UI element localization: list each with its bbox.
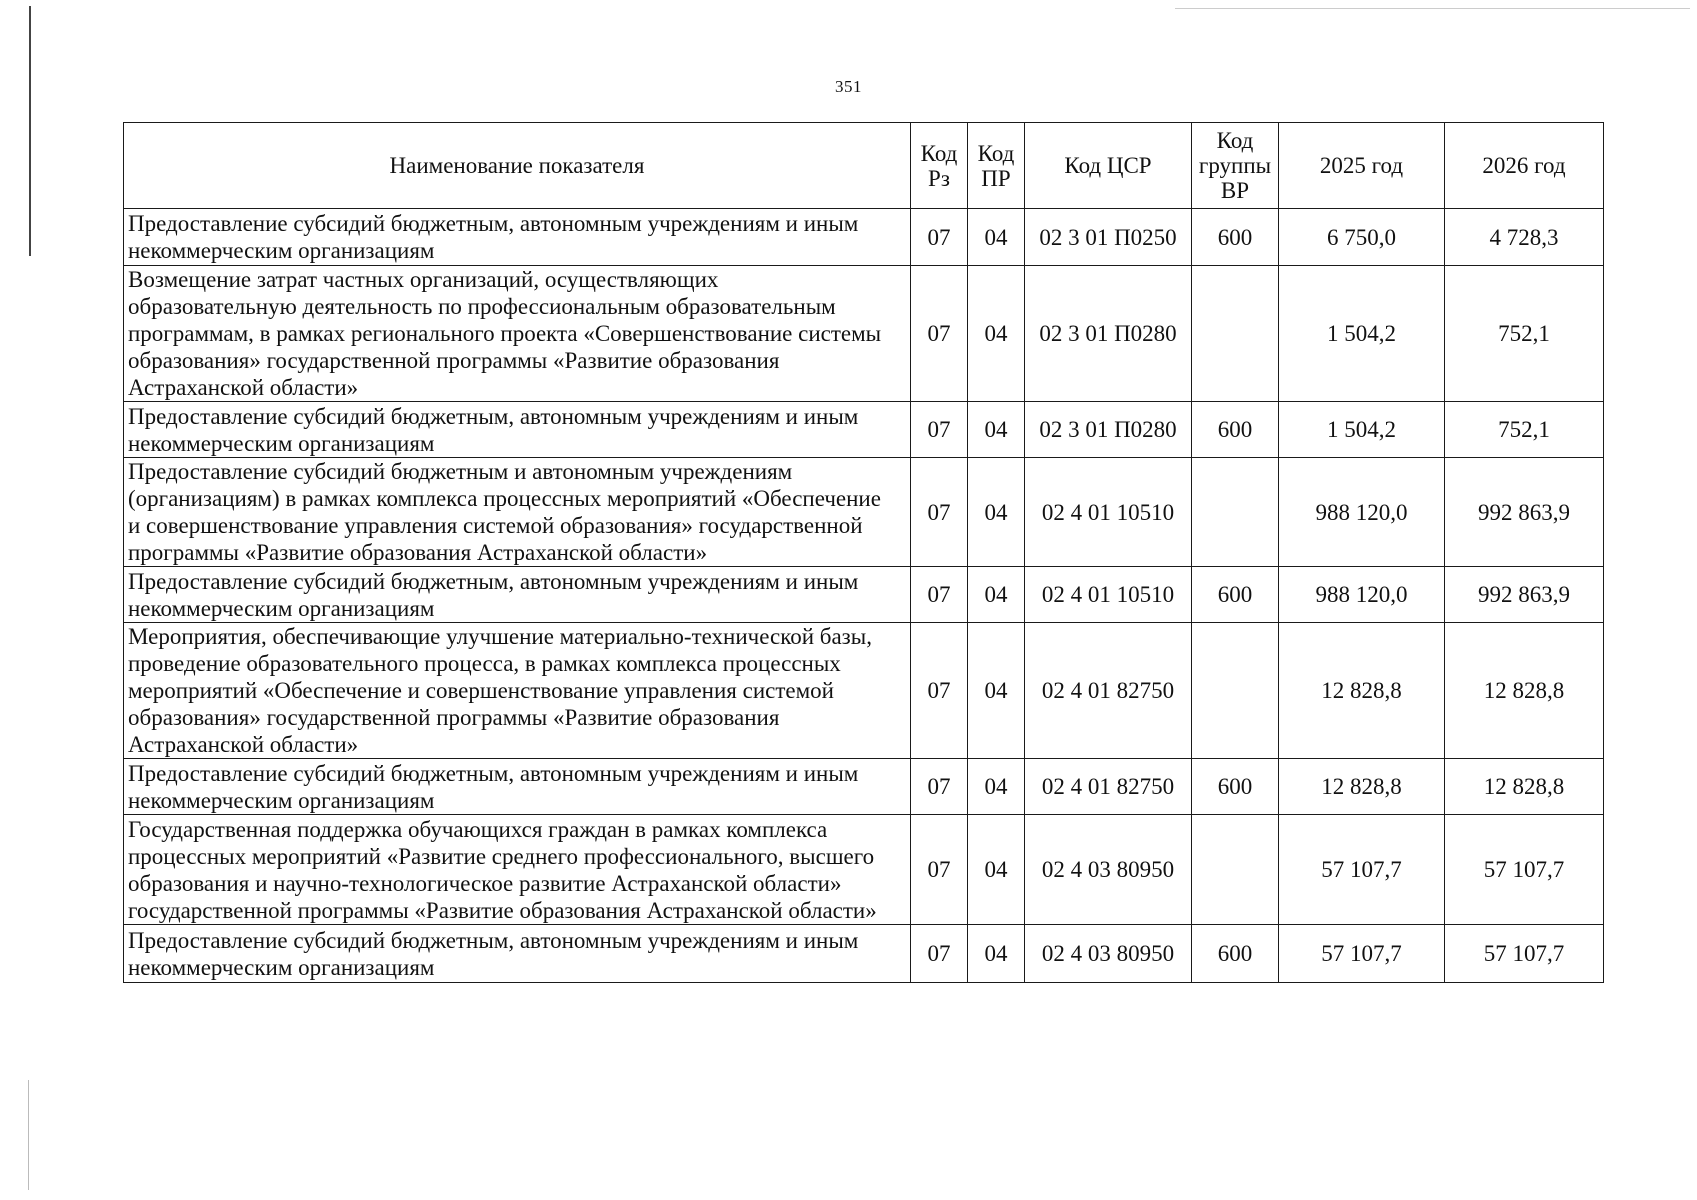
- row-name-line: Предоставление субсидий бюджетным, автономным учреждениям и иным: [128, 403, 859, 429]
- row-pr-cell: 04: [968, 402, 1025, 458]
- header-2026: 2026 год: [1445, 123, 1604, 209]
- row-2025-cell: 57 107,7: [1279, 925, 1445, 983]
- row-rz-cell: 07: [911, 815, 968, 925]
- table-row: [124, 759, 1604, 815]
- row-2025-cell: 6 750,0: [1279, 209, 1445, 266]
- table-row: [124, 567, 1604, 623]
- row-vr-cell: 600: [1192, 402, 1279, 458]
- row-rz-cell: 07: [911, 925, 968, 983]
- row-2025-cell: 12 828,8: [1279, 759, 1445, 815]
- row-2025-cell: 57 107,7: [1279, 815, 1445, 925]
- row-vr-cell: 600: [1192, 209, 1279, 266]
- row-rz-cell: 07: [911, 402, 968, 458]
- row-name-line: Предоставление субсидий бюджетным, автономным учреждениям и иным: [128, 927, 859, 953]
- header-vr-line2: группы: [1198, 153, 1272, 178]
- row-rz-cell: 07: [911, 567, 968, 623]
- header-rz: [911, 123, 968, 209]
- header-rz-line1: Код: [920, 140, 958, 166]
- row-vr-cell: [1192, 623, 1279, 759]
- header-pr: [968, 123, 1025, 209]
- row-name-line: образования и научно-технологическое развитие Астраханской области»: [128, 870, 842, 896]
- row-name-line: Астраханской области»: [128, 375, 359, 400]
- row-vr-cell: [1192, 815, 1279, 925]
- header-rz-line2: Рз: [928, 165, 950, 191]
- row-2026-cell: 12 828,8: [1445, 623, 1604, 759]
- table-row: [124, 815, 1604, 925]
- row-2026-cell: 752,1: [1445, 266, 1604, 402]
- row-name-line: Государственная поддержка обучающихся граждан в рамках комплекса: [128, 816, 828, 842]
- row-vr-cell: [1192, 458, 1279, 567]
- row-name-line: программам, в рамках регионального проекта «Совершенствование системы: [128, 321, 882, 346]
- row-2026-cell: 12 828,8: [1445, 759, 1604, 815]
- row-name-cell: [124, 458, 911, 567]
- header-pr-line1: Код: [977, 140, 1015, 166]
- header-2025: 2025 год: [1279, 123, 1445, 209]
- row-2026-cell: 992 863,9: [1445, 458, 1604, 567]
- row-name-line: Предоставление субсидий бюджетным и автономным учреждениям: [128, 459, 793, 484]
- row-name-line: некоммерческим организациям: [128, 238, 435, 263]
- header-vr-line3: ВР: [1220, 178, 1250, 203]
- row-name-line: проведение образовательного процесса, в рамках комплекса процессных: [128, 651, 841, 676]
- row-csr-cell: 02 4 01 10510: [1025, 567, 1192, 623]
- row-csr-cell: 02 4 03 80950: [1025, 925, 1192, 983]
- table-row: [124, 402, 1604, 458]
- row-name-line: Возмещение затрат частных организаций, осуществляющих: [128, 267, 719, 292]
- row-pr-cell: 04: [968, 759, 1025, 815]
- table-row: [124, 623, 1604, 759]
- row-2025-cell: 12 828,8: [1279, 623, 1445, 759]
- row-name-line: Мероприятия, обеспечивающие улучшение материально-технической базы,: [128, 624, 872, 649]
- row-name-line: некоммерческим организациям: [128, 954, 435, 980]
- row-name-cell: [124, 209, 911, 266]
- row-2025-cell: 988 120,0: [1279, 567, 1445, 623]
- row-pr-cell: 04: [968, 925, 1025, 983]
- header-csr: Код ЦСР: [1025, 123, 1192, 209]
- header-vr: [1192, 123, 1279, 209]
- row-name-cell: [124, 623, 911, 759]
- row-2026-cell: 752,1: [1445, 402, 1604, 458]
- row-name-cell: [124, 402, 911, 458]
- row-pr-cell: 04: [968, 815, 1025, 925]
- row-name-line: Предоставление субсидий бюджетным, автономным учреждениям и иным: [128, 760, 859, 786]
- scan-edge-top: [1175, 8, 1690, 9]
- row-name-line: государственной программы «Развитие образования Астраханской области»: [128, 897, 877, 923]
- row-name-cell: [124, 567, 911, 623]
- row-csr-cell: 02 3 01 П0280: [1025, 266, 1192, 402]
- row-csr-cell: 02 4 01 82750: [1025, 759, 1192, 815]
- row-2026-cell: 57 107,7: [1445, 925, 1604, 983]
- row-rz-cell: 07: [911, 623, 968, 759]
- table-row: [124, 209, 1604, 266]
- scan-edge-left: [29, 6, 31, 256]
- row-csr-cell: 02 4 03 80950: [1025, 815, 1192, 925]
- row-name-line: образования» государственной программы «Развитие образования: [128, 348, 780, 373]
- row-2025-cell: 1 504,2: [1279, 402, 1445, 458]
- row-2026-cell: 4 728,3: [1445, 209, 1604, 266]
- row-name-line: Астраханской области»: [128, 732, 359, 757]
- table-row: [124, 458, 1604, 567]
- row-name-line: программы «Развитие образования Астраханской области»: [128, 540, 708, 565]
- row-csr-cell: 02 4 01 82750: [1025, 623, 1192, 759]
- table-row: [124, 266, 1604, 402]
- row-csr-cell: 02 3 01 П0250: [1025, 209, 1192, 266]
- row-vr-cell: [1192, 266, 1279, 402]
- row-pr-cell: 04: [968, 266, 1025, 402]
- row-vr-cell: 600: [1192, 567, 1279, 623]
- row-name-line: процессных мероприятий «Развитие среднего профессионального, высшего: [128, 843, 875, 869]
- row-name-line: некоммерческим организациям: [128, 595, 435, 621]
- row-vr-cell: 600: [1192, 759, 1279, 815]
- header-vr-line1: Код: [1216, 128, 1254, 153]
- budget-table: [123, 122, 1604, 983]
- row-rz-cell: 07: [911, 266, 968, 402]
- row-rz-cell: 07: [911, 209, 968, 266]
- row-name-line: мероприятий «Обеспечение и совершенствование управления системой: [128, 678, 834, 703]
- row-2025-cell: 1 504,2: [1279, 266, 1445, 402]
- row-pr-cell: 04: [968, 209, 1025, 266]
- row-name-cell: [124, 925, 911, 983]
- table-body: [124, 209, 1604, 983]
- row-vr-cell: 600: [1192, 925, 1279, 983]
- row-name-cell: [124, 815, 911, 925]
- row-rz-cell: 07: [911, 458, 968, 567]
- row-pr-cell: 04: [968, 458, 1025, 567]
- row-name-line: некоммерческим организациям: [128, 430, 435, 456]
- row-pr-cell: 04: [968, 623, 1025, 759]
- table-row: [124, 925, 1604, 983]
- row-2025-cell: 988 120,0: [1279, 458, 1445, 567]
- row-name-cell: [124, 759, 911, 815]
- row-2026-cell: 992 863,9: [1445, 567, 1604, 623]
- row-name-line: Предоставление субсидий бюджетным, автономным учреждениям и иным: [128, 568, 859, 594]
- row-name-line: Предоставление субсидий бюджетным, автономным учреждениям и иным: [128, 211, 859, 236]
- row-name-line: и совершенствование управления системой образования» государственной: [128, 513, 863, 538]
- scan-edge-left-lower: [28, 1080, 29, 1190]
- row-pr-cell: 04: [968, 567, 1025, 623]
- table-header-row: [124, 123, 1604, 209]
- header-name: Наименование показателя: [124, 123, 911, 209]
- row-rz-cell: 07: [911, 759, 968, 815]
- row-csr-cell: 02 4 01 10510: [1025, 458, 1192, 567]
- row-csr-cell: 02 3 01 П0280: [1025, 402, 1192, 458]
- row-name-line: образования» государственной программы «Развитие образования: [128, 705, 780, 730]
- page-number: 351: [835, 77, 862, 96]
- row-name-line: (организациям) в рамках комплекса процессных мероприятий «Обеспечение: [128, 486, 881, 511]
- row-name-line: некоммерческим организациям: [128, 787, 435, 813]
- row-2026-cell: 57 107,7: [1445, 815, 1604, 925]
- header-pr-line2: ПР: [981, 165, 1011, 191]
- row-name-cell: [124, 266, 911, 402]
- row-name-line: образовательную деятельность по профессиональным образовательным: [128, 294, 836, 319]
